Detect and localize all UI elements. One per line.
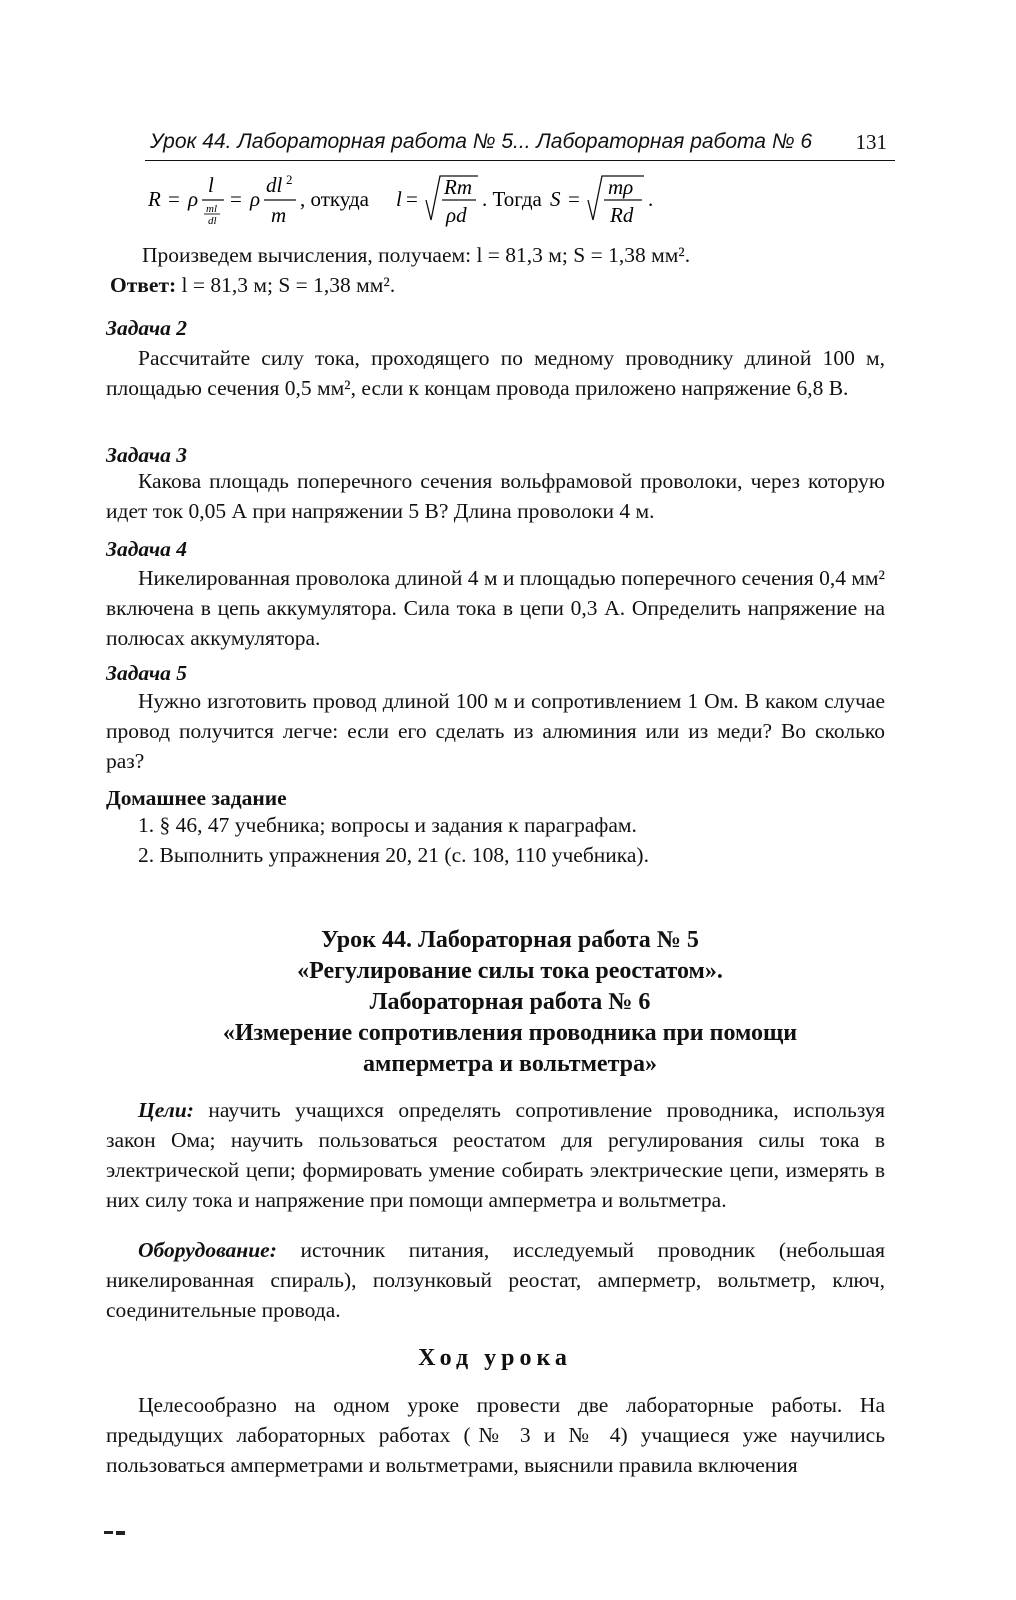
task-4-title: Задача 4 xyxy=(106,537,187,561)
lesson-title-line-1: Урок 44. Лабораторная работа № 5 xyxy=(321,927,699,953)
resistance-formula xyxy=(148,170,728,230)
svg-text:mρ: mρ xyxy=(608,175,634,199)
homework-item-2: 2. Выполнить упражнения 20, 21 (с. 108, 110 учебника). xyxy=(138,843,649,867)
computation-line: Произведем вычисления, получаем: l = 81,3 м; S = 1,38 мм². xyxy=(142,243,691,267)
running-header xyxy=(145,126,895,161)
answer-text: l = 81,3 м; S = 1,38 мм². xyxy=(176,273,396,297)
formula-word-then: . Тогда xyxy=(482,187,542,211)
task-4-text: Никелированная проволока длиной 4 м и площадью поперечного сечения 0,4 мм² включена в цепь аккумулятора. Сила тока в цепи 0,3 А. Определить напряжение на полюсах аккумулятора. xyxy=(106,566,885,650)
formula-word-whence: , откуда xyxy=(300,187,369,211)
task-2-text: Рассчитайте силу тока, проходящего по медному проводнику длиной 100 м, площадью сечения 0,5 мм², если к концам провода приложено напряжение 6,8 В. xyxy=(106,346,885,400)
svg-text:=: = xyxy=(230,187,242,211)
lesson-title-line-5: амперметра и вольтметра» xyxy=(362,1051,657,1077)
svg-text:=: = xyxy=(168,187,180,211)
svg-text:m: m xyxy=(271,203,287,227)
task-5-title: Задача 5 xyxy=(106,661,187,685)
equipment-text: источник питания, исследуемый проводник (небольшая никелированная спираль), ползунковый реостат, амперметр, вольтметр, ключ, соединительные провода. xyxy=(106,1238,885,1322)
goals-text: научить учащихся определять сопротивление проводника, используя закон Ома; научить пользоваться реостатом для регулирования силы тока в электрической цепи; формировать умение собирать электрические цепи, измерять в них силу тока и напряжение при помощи амперметра и вольтметра. xyxy=(106,1098,885,1212)
svg-text:R: R xyxy=(148,187,161,211)
svg-text:2: 2 xyxy=(286,172,293,187)
lesson-title-line-2: «Регулирование силы тока реостатом». xyxy=(297,958,723,984)
answer-line xyxy=(110,270,885,300)
svg-text:l: l xyxy=(396,187,402,211)
lesson-title-line-4: «Измерение сопротивления проводника при помощи xyxy=(222,1020,798,1046)
closing-paragraph: Целесообразно на одном уроке провести две лабораторные работы. На предыдущих лабораторных работах (№ 3 и № 4) учащиеся уже научились пользоваться амперметрами и вольтметрами, выяснили правила включения xyxy=(106,1393,885,1477)
lesson-title xyxy=(140,925,880,1080)
svg-text:dl: dl xyxy=(208,215,217,227)
answer-label: Ответ: xyxy=(110,273,177,297)
print-mark xyxy=(104,1530,126,1536)
task-3-text: Какова площадь поперечного сечения вольфрамовой проволоки, через которую идет ток 0,05 А при напряжении 5 В? Длина проволоки 4 м. xyxy=(106,469,885,523)
running-title: Урок 44. Лабораторная работа № 5... Лабораторная работа № 6 xyxy=(150,130,813,153)
task-3-title: Задача 3 xyxy=(106,443,187,467)
task-2-title: Задача 2 xyxy=(106,316,187,340)
svg-text:ρ: ρ xyxy=(250,187,261,211)
section-title: Ход урока xyxy=(418,1345,572,1371)
svg-text:l: l xyxy=(208,173,214,197)
svg-text:S: S xyxy=(550,187,561,211)
lesson-title-line-3: Лабораторная работа № 6 xyxy=(369,989,651,1015)
goals-label: Цели: xyxy=(138,1098,194,1122)
task-5-text: Нужно изготовить провод длиной 100 м и сопротивлением 1 Ом. В каком случае провод получится легче: если его сделать из алюминия или из меди? Во сколько раз? xyxy=(106,689,885,773)
svg-text:ρd: ρd xyxy=(446,203,467,227)
equipment-label: Оборудование: xyxy=(138,1238,277,1262)
svg-text:.: . xyxy=(648,187,654,211)
equipment-paragraph xyxy=(106,1235,885,1325)
goals-paragraph xyxy=(106,1095,885,1215)
svg-text:ρ: ρ xyxy=(188,187,199,211)
svg-text:dl: dl xyxy=(266,173,283,197)
homework-item-1: 1. § 46, 47 учебника; вопросы и задания к параграфам. xyxy=(138,813,637,837)
svg-text:=: = xyxy=(406,187,418,211)
svg-text:Rd: Rd xyxy=(610,203,634,227)
svg-text:ml: ml xyxy=(206,203,217,215)
page-number: 131 xyxy=(855,130,887,154)
svg-text:=: = xyxy=(568,187,580,211)
homework-title: Домашнее задание xyxy=(106,786,287,810)
formula-graphic xyxy=(148,170,728,230)
svg-text:Rm: Rm xyxy=(444,175,472,199)
